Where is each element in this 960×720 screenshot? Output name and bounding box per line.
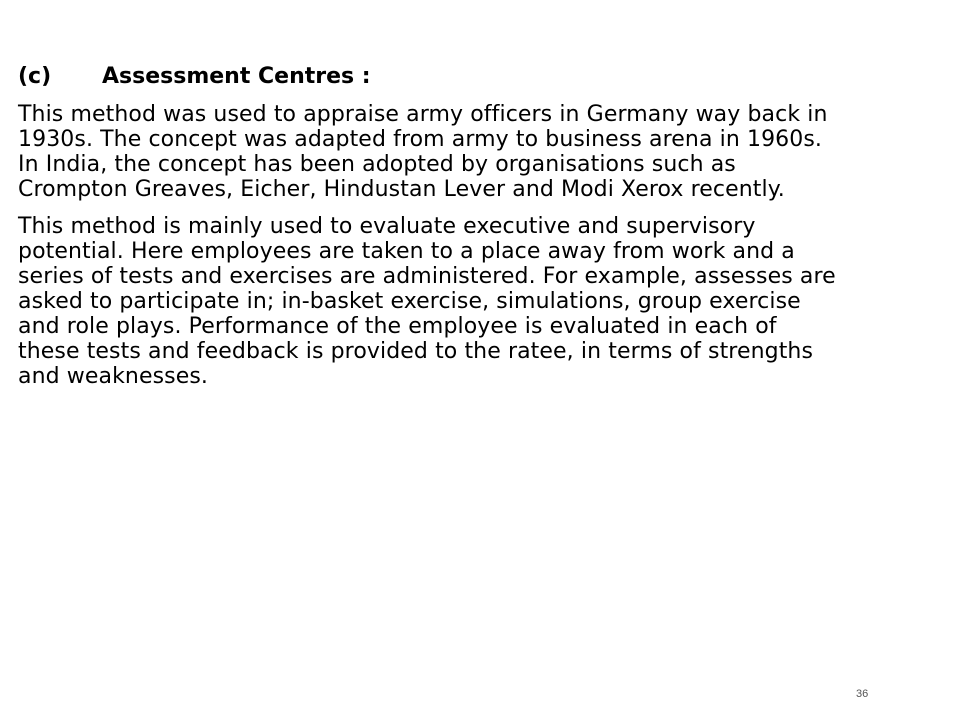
- section-marker: (c): [18, 64, 52, 89]
- paragraph-method: This method is mainly used to evaluate executive and supervisory potential. Here employees are taken to a place away from work and a series of tests and exercises are administered. For example, assesses are asked to participate in; in-basket exercise, simulations, group exercise and role plays. Performance of the employee is evaluated in each of these tests and feedback is provided to the ratee, in terms of strengths and weaknesses.: [18, 214, 836, 389]
- page-number: 36: [856, 688, 869, 700]
- section-heading: [18, 62, 838, 92]
- section-title: Assessment Centres :: [102, 64, 371, 89]
- paragraph-history: This method was used to appraise army officers in Germany way back in 1930s. The concept was adapted from army to business arena in 1960s. In India, the concept has been adopted by organisations such as Crompton Greaves, Eicher, Hindustan Lever and Modi Xerox recently.: [18, 102, 828, 202]
- slide-content: [18, 62, 838, 401]
